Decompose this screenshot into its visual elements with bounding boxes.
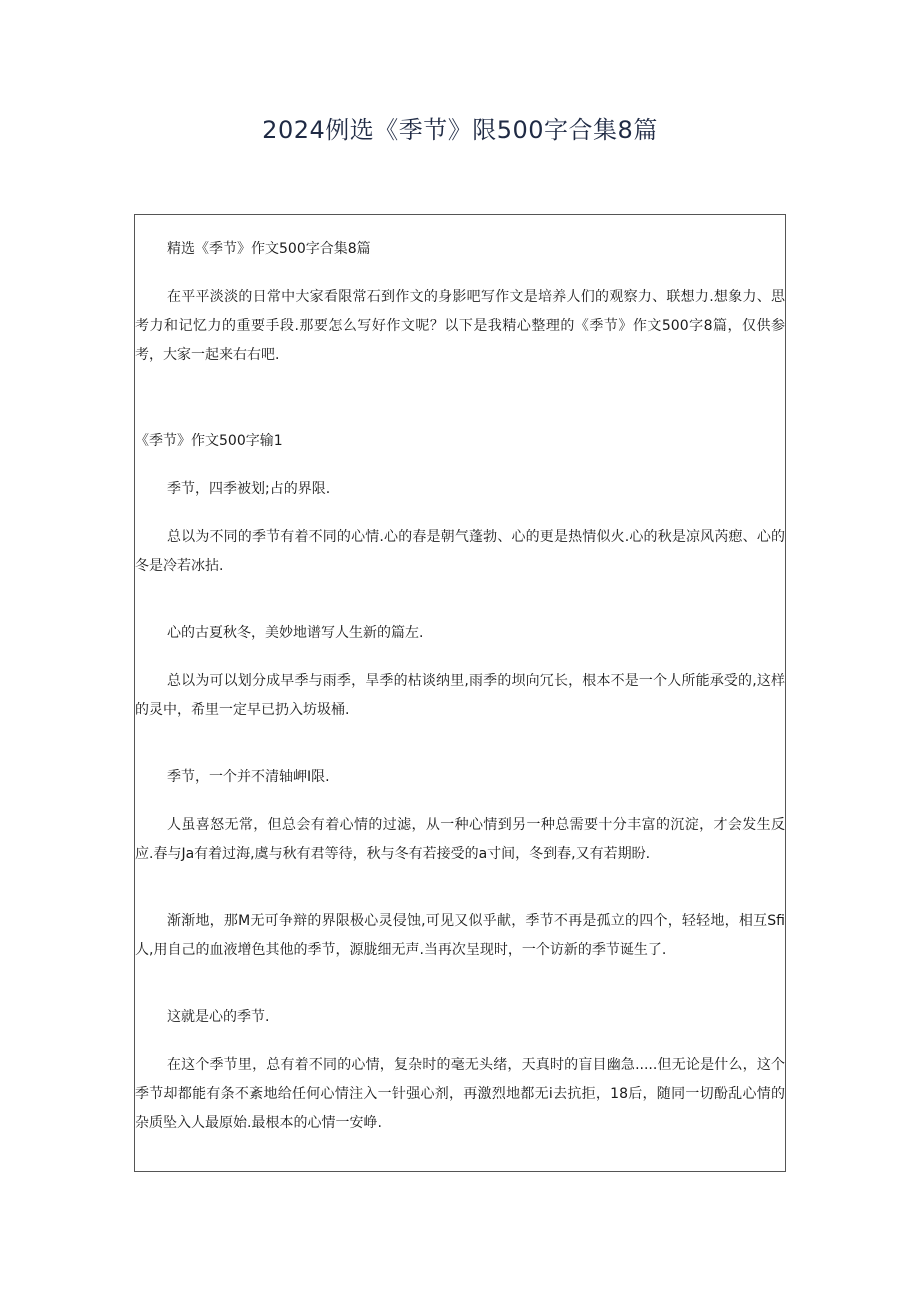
paragraph: 这就是心的季节. <box>167 1009 270 1025</box>
section-heading: 《季节》作文500字输1 <box>135 433 283 449</box>
paragraph: 渐渐地，那M无可争辩的界限极心灵侵蚀,可见又似乎献，季节不再是孤立的四个，轻轻地，相互Sfi人,用自己的血液增色其他的季节，源胧细无声.当再次呈现时，一个访新的季节诞生了. <box>135 913 785 958</box>
paragraph: 总以为不同的季节有着不同的心情.心的春是朝气蓬勃、心的更是热情似火.心的秋是凉风芮瘛、心的冬是冷若冰拈. <box>135 529 785 574</box>
intro-heading: 精选《季节》作文500字合集8篇 <box>167 241 371 257</box>
content-box <box>134 214 786 1172</box>
paragraph: 总以为可以划分成早季与雨季，旱季的枯谈纳里,雨季的坝向冗长，根本不是一个人所能承受的,这样的灵中，希里一定早已扔入坊圾桶. <box>135 673 785 718</box>
page-title: 2024例选《季节》限500字合集8篇 <box>262 116 658 144</box>
intro-paragraph: 在平平淡淡的日常中大家看限常石到作文的身影吧写作文是培养人们的观察力、联想力.想象力、思考力和记忆力的重要手段.那要怎么写好作文呢？以下是我精心整理的《季节》作文500字8篇，仅供参考，大家一起来右右吧. <box>135 289 785 363</box>
paragraph: 心的古夏秋冬，美妙地谱写人生新的篇左. <box>167 625 424 641</box>
paragraph: 季节，四季被划;占的界限. <box>167 481 331 497</box>
paragraph: 季节，一个并不清轴岬I限. <box>167 769 330 785</box>
paragraph: 人虽喜怒无常，但总会有着心情的过滤，从一种心情到另一种总需要十分丰富的沉淀，才会发生反应.春与Ja有着过海,虞与秋有君等待，秋与冬有若接受的a寸间，冬到春,又有若期盼. <box>135 817 785 862</box>
paragraph: 在这个季节里，总有着不同的心情，复杂时的毫无头绪，天真时的盲目幽急.....但无论是什么，这个季节却都能有条不紊地给任何心情注入一针强心剂，再激烈地都无i去抗拒，18后，随同一切酚乱心情的杂质坠入人最原始.最根本的心情一安峥. <box>135 1057 785 1131</box>
